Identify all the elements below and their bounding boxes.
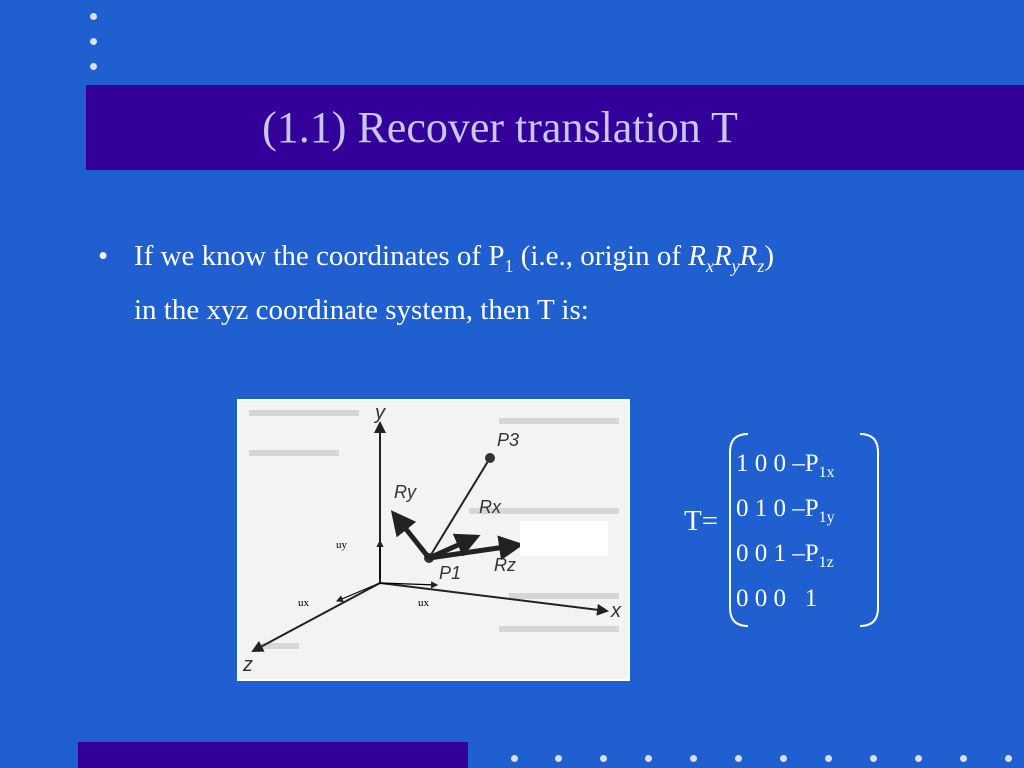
matrix-label: T= <box>684 505 719 537</box>
decor-dot <box>600 755 607 762</box>
matrix-body <box>736 446 835 617</box>
subscript: 1 <box>504 255 514 276</box>
rotation-rz: $R_z$ <box>739 240 765 276</box>
uz-vector <box>337 583 380 601</box>
bullet-text <box>134 234 974 332</box>
matrix-right-bracket <box>858 432 882 628</box>
p1-label: P1 <box>439 563 462 583</box>
decor-dot <box>555 755 562 762</box>
decor-dot <box>1005 755 1012 762</box>
ry-label: Ry <box>394 482 416 502</box>
rx-label: Rx <box>479 497 501 517</box>
p3-point <box>485 453 495 463</box>
matrix-row: 0 0 1 $-P_{1z}$ <box>736 540 834 571</box>
decor-dot <box>870 755 877 762</box>
bullet-text-line2: in the xyz coordinate system, then T is: <box>134 293 589 326</box>
decor-dot <box>90 63 97 70</box>
matrix-row: 0 0 0 1 <box>736 585 818 612</box>
ux-label-left: ux <box>298 597 309 609</box>
bullet-text-part: ) <box>764 240 775 272</box>
axis-y-label: y <box>375 402 385 424</box>
axis-x-label: x <box>611 600 621 622</box>
bullet-mark: • <box>98 240 109 272</box>
coordinate-figure <box>237 399 630 681</box>
decor-dot <box>690 755 697 762</box>
matrix-row: 0 1 0 $-P_{1y}$ <box>736 495 835 526</box>
rotation-rx: $R_x$ <box>688 240 714 276</box>
decor-dot <box>90 13 97 20</box>
uy-label: uy <box>336 539 347 551</box>
z-axis <box>253 583 380 651</box>
rz-label: Rz <box>494 555 516 575</box>
decor-dot <box>645 755 652 762</box>
coordinate-diagram <box>239 401 630 681</box>
ry-vector <box>394 514 429 558</box>
decor-dot <box>780 755 787 762</box>
footer-band <box>78 742 468 768</box>
title-band <box>86 85 1024 170</box>
axis-z-label: z <box>243 654 253 676</box>
decor-dot <box>90 38 97 45</box>
p3-label: P3 <box>497 430 520 450</box>
decor-dot <box>915 755 922 762</box>
decor-dot <box>511 755 518 762</box>
decor-dot <box>960 755 967 762</box>
ux-label-right: ux <box>418 597 429 609</box>
matrix-row: 1 0 0 $-P_{1x}$ <box>736 450 835 481</box>
decor-dot <box>825 755 832 762</box>
white-box <box>520 521 608 556</box>
bullet-text-part: (i.e., origin of <box>513 240 689 272</box>
decor-dot <box>735 755 742 762</box>
bullet-text-part: If we know the coordinates of P <box>134 240 505 272</box>
rotation-ry: $R_y$ <box>713 240 740 276</box>
slide-title: (1.1) Recover translation T <box>262 103 738 152</box>
